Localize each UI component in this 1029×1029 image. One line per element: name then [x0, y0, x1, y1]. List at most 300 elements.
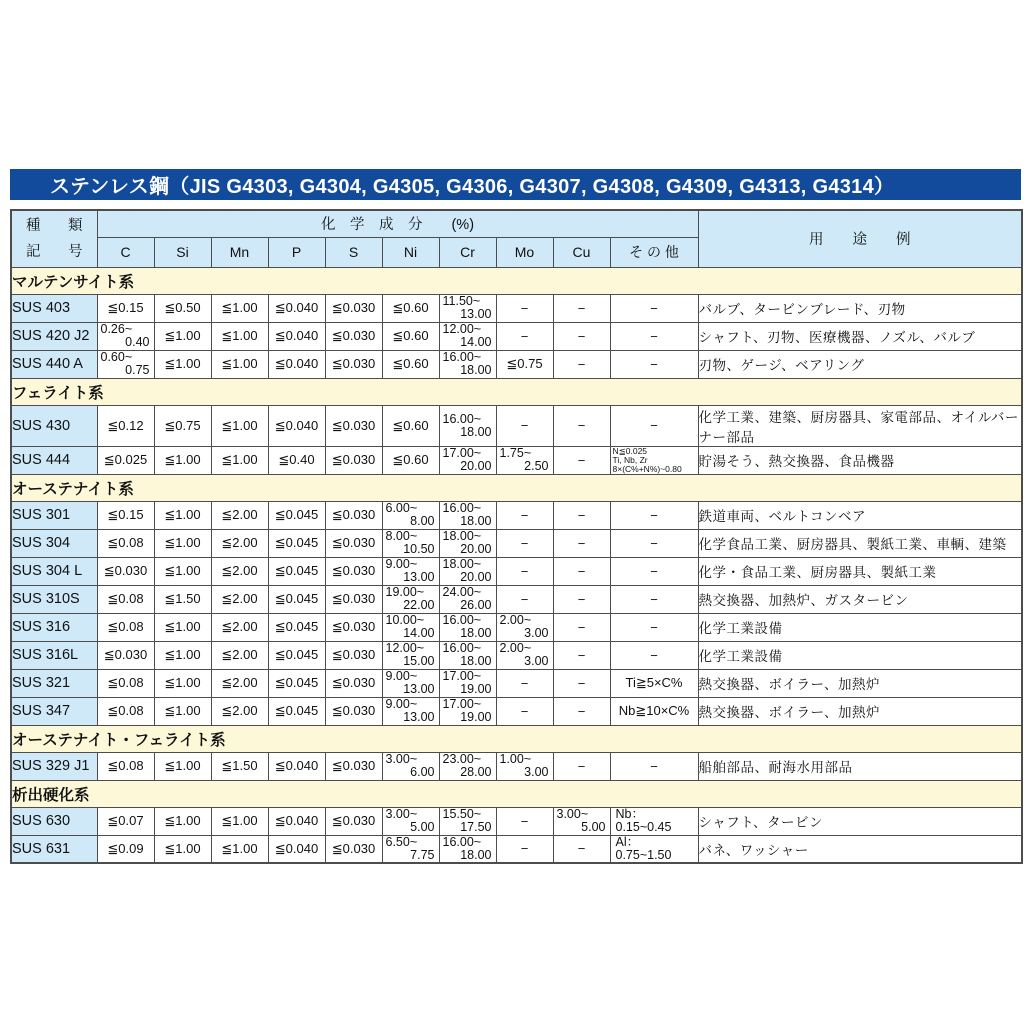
composition-cell: ≦0.040	[268, 294, 325, 322]
table-row	[11, 585, 1022, 613]
composition-cell: ≦0.030	[325, 405, 382, 446]
range-min: 8.00~	[385, 529, 418, 543]
composition-cell: ≦1.00	[154, 350, 211, 378]
range-min: 6.00~	[385, 501, 418, 515]
range-max: 18.00	[460, 363, 492, 377]
composition-cell: ≦0.045	[268, 669, 325, 697]
composition-cell: ≦0.08	[97, 752, 154, 780]
table-row	[11, 752, 1022, 780]
composition-cell: ≦0.60	[382, 446, 439, 474]
composition-cell: ≦1.00	[154, 807, 211, 835]
range-max: 10.50	[403, 542, 435, 556]
composition-cell: ≦0.030	[325, 752, 382, 780]
composition-cell: ≦0.040	[268, 752, 325, 780]
grade-code: SUS 316	[11, 613, 97, 641]
table-row	[11, 446, 1022, 474]
composition-range-cell	[439, 322, 496, 350]
range-max: 20.00	[460, 570, 492, 584]
composition-cell: ≦2.00	[211, 613, 268, 641]
composition-cell: ≦0.030	[325, 322, 382, 350]
range-min: 12.00~	[442, 322, 482, 336]
table-row	[11, 835, 1022, 863]
range-min: 18.00~	[442, 529, 482, 543]
grade-header-line2	[12, 239, 97, 265]
composition-cell: −	[496, 322, 553, 350]
use-cell: 船舶部品、耐海水用部品	[698, 752, 1022, 780]
composition-cell: ≦2.00	[211, 529, 268, 557]
composition-cell: ≦1.00	[154, 835, 211, 863]
range-max: 13.00	[403, 710, 435, 724]
composition-cell: ≦2.00	[211, 585, 268, 613]
composition-range-cell	[97, 322, 154, 350]
composition-cell: −	[553, 613, 610, 641]
grade-header-line1	[12, 213, 97, 239]
composition-cell: −	[610, 350, 698, 378]
composition-cell: ≦1.00	[154, 669, 211, 697]
range-max: 20.00	[460, 459, 492, 473]
grade-code: SUS 316L	[11, 641, 97, 669]
composition-range-cell	[439, 697, 496, 725]
composition-cell: ≦0.75	[154, 405, 211, 446]
section-header: フェライト系	[11, 378, 1022, 405]
range-max: 22.00	[403, 598, 435, 612]
range-max: 28.00	[460, 765, 492, 779]
composition-range-cell	[382, 529, 439, 557]
composition-cell: ≦0.60	[382, 322, 439, 350]
composition-range-cell	[439, 446, 496, 474]
range-max: 14.00	[403, 626, 435, 640]
range-min: 3.00~	[385, 752, 418, 766]
range-max: 18.00	[460, 847, 492, 862]
grade-code: SUS 631	[11, 835, 97, 863]
composition-cell: ≦0.045	[268, 613, 325, 641]
composition-cell: ≦0.15	[97, 294, 154, 322]
composition-cell: −	[553, 294, 610, 322]
composition-cell: −	[553, 835, 610, 863]
composition-range-cell	[439, 585, 496, 613]
column-header-cu: Cu	[553, 237, 610, 267]
composition-cell: ≦1.00	[154, 501, 211, 529]
composition-cell: ≦0.030	[325, 350, 382, 378]
composition-range-cell	[382, 585, 439, 613]
composition-cell: −	[553, 585, 610, 613]
composition-cell: −	[496, 669, 553, 697]
range-max: 26.00	[460, 598, 492, 612]
column-header-mn: Mn	[211, 237, 268, 267]
range-min: 9.00~	[385, 669, 418, 683]
composition-cell: ≦0.08	[97, 697, 154, 725]
composition-cell: ≦1.00	[211, 322, 268, 350]
composition-range-cell	[97, 350, 154, 378]
composition-cell: ≦2.00	[211, 557, 268, 585]
use-cell: 化学工業設備	[698, 641, 1022, 669]
column-header-chemistry: 化 学 成 分 (%)	[97, 210, 698, 237]
grade-header-char: 類	[68, 217, 83, 234]
composition-cell: Ti≧5×C%	[610, 669, 698, 697]
range-max: 7.75	[410, 847, 435, 862]
note-line: 8×(C%+N%)~0.80	[612, 463, 682, 474]
use-cell: バルブ、タービンブレード、刃物	[698, 294, 1022, 322]
other-line: 0.75~1.50	[615, 847, 672, 862]
composition-cell: ≦0.60	[382, 294, 439, 322]
composition-cell: ≦0.40	[268, 446, 325, 474]
range-max: 0.75	[125, 363, 150, 377]
use-cell: シャフト、タービン	[698, 807, 1022, 835]
composition-cell: −	[610, 752, 698, 780]
composition-cell: ≦0.08	[97, 529, 154, 557]
table-row	[11, 322, 1022, 350]
use-cell: 化学・食品工業、厨房器具、製紙工業	[698, 557, 1022, 585]
composition-cell: ≦0.045	[268, 529, 325, 557]
range-max: 5.00	[410, 820, 435, 834]
composition-note-cell	[610, 446, 698, 474]
composition-range-cell	[382, 697, 439, 725]
composition-cell: ≦0.08	[97, 585, 154, 613]
composition-other-cell	[610, 835, 698, 863]
section-header: マルテンサイト系	[11, 267, 1022, 294]
grade-code: SUS 430	[11, 405, 97, 446]
table-body	[11, 267, 1022, 863]
composition-cell: ≦0.15	[97, 501, 154, 529]
grade-code: SUS 347	[11, 697, 97, 725]
table-header	[11, 210, 1022, 267]
column-header-other: そ の 他	[610, 237, 698, 267]
composition-cell: ≦1.00	[211, 405, 268, 446]
use-cell: 化学工業、建築、厨房器具、家電部品、オイルバーナー部品	[698, 405, 1022, 446]
composition-range-cell	[439, 529, 496, 557]
grade-header-char: 種	[26, 217, 41, 234]
composition-cell: −	[496, 697, 553, 725]
composition-cell: −	[496, 405, 553, 446]
use-cell: 熱交換器、ボイラー、加熱炉	[698, 697, 1022, 725]
range-max: 13.00	[403, 682, 435, 696]
composition-cell: −	[553, 697, 610, 725]
composition-cell: ≦0.08	[97, 613, 154, 641]
composition-cell: ≦1.00	[211, 835, 268, 863]
composition-range-cell	[382, 752, 439, 780]
composition-cell: −	[496, 835, 553, 863]
range-max: 18.00	[460, 424, 492, 439]
table-row	[11, 807, 1022, 835]
composition-range-cell	[496, 613, 553, 641]
grade-code: SUS 301	[11, 501, 97, 529]
composition-cell: −	[610, 641, 698, 669]
composition-cell: −	[610, 585, 698, 613]
composition-cell: ≦0.025	[97, 446, 154, 474]
composition-cell: ≦2.00	[211, 697, 268, 725]
composition-cell: −	[553, 557, 610, 585]
column-header-mo: Mo	[496, 237, 553, 267]
composition-cell: ≦0.030	[325, 585, 382, 613]
use-cell: バネ、ワッシャー	[698, 835, 1022, 863]
composition-cell: ≦0.09	[97, 835, 154, 863]
other-line: Al：	[615, 834, 640, 849]
use-cell: 鉄道車両、ベルトコンベア	[698, 501, 1022, 529]
column-header-si: Si	[154, 237, 211, 267]
range-min: 16.00~	[442, 501, 482, 515]
page-content	[10, 169, 1021, 864]
composition-cell: ≦2.00	[211, 669, 268, 697]
range-max: 19.00	[460, 682, 492, 696]
composition-cell: ≦0.040	[268, 835, 325, 863]
range-max: 8.00	[410, 514, 435, 528]
column-header-s: S	[325, 237, 382, 267]
stainless-steel-table	[10, 209, 1023, 864]
composition-cell: Nb≧10×C%	[610, 697, 698, 725]
section-row	[11, 267, 1022, 294]
page-title	[10, 169, 1021, 200]
composition-range-cell	[382, 501, 439, 529]
composition-cell: ≦1.00	[154, 641, 211, 669]
composition-range-cell	[496, 641, 553, 669]
composition-cell: ≦2.00	[211, 501, 268, 529]
composition-cell: ≦1.00	[154, 322, 211, 350]
range-min: 2.00~	[499, 641, 532, 655]
composition-cell: ≦1.00	[154, 557, 211, 585]
table-row	[11, 294, 1022, 322]
composition-cell: ≦0.040	[268, 322, 325, 350]
section-row	[11, 780, 1022, 807]
grade-code: SUS 310S	[11, 585, 97, 613]
composition-cell: ≦2.00	[211, 641, 268, 669]
range-max: 13.00	[460, 307, 492, 321]
section-row	[11, 725, 1022, 752]
range-min: 16.00~	[442, 641, 482, 655]
composition-cell: ≦0.030	[325, 697, 382, 725]
range-max: 18.00	[460, 514, 492, 528]
composition-range-cell	[382, 613, 439, 641]
range-min: 16.00~	[442, 350, 482, 364]
composition-cell: ≦0.030	[97, 641, 154, 669]
composition-cell: −	[610, 501, 698, 529]
table-row	[11, 557, 1022, 585]
grade-header-char: 記	[26, 243, 41, 260]
composition-range-cell	[439, 501, 496, 529]
section-row	[11, 474, 1022, 501]
composition-cell: −	[610, 405, 698, 446]
column-header-ni: Ni	[382, 237, 439, 267]
composition-cell: ≦0.045	[268, 641, 325, 669]
composition-range-cell	[553, 807, 610, 835]
composition-cell: ≦1.00	[154, 697, 211, 725]
composition-cell: ≦1.00	[211, 807, 268, 835]
composition-cell: −	[610, 529, 698, 557]
column-header-p: P	[268, 237, 325, 267]
composition-cell: ≦0.030	[325, 669, 382, 697]
composition-cell: −	[553, 350, 610, 378]
range-max: 3.00	[524, 654, 549, 668]
composition-cell: ≦1.00	[154, 529, 211, 557]
composition-range-cell	[439, 807, 496, 835]
range-max: 0.40	[125, 335, 150, 349]
table-row	[11, 697, 1022, 725]
use-cell: 化学工業設備	[698, 613, 1022, 641]
composition-range-cell	[439, 613, 496, 641]
use-cell: 化学食品工業、厨房器具、製紙工業、車輌、建築	[698, 529, 1022, 557]
range-min: 19.00~	[385, 585, 425, 599]
composition-cell: −	[553, 322, 610, 350]
composition-cell: −	[496, 529, 553, 557]
table-row	[11, 641, 1022, 669]
composition-cell: −	[553, 501, 610, 529]
composition-range-cell	[496, 446, 553, 474]
use-cell: シャフト、刃物、医療機器、ノズル、バルブ	[698, 322, 1022, 350]
table-row	[11, 613, 1022, 641]
composition-cell: ≦0.030	[325, 294, 382, 322]
composition-cell: ≦1.00	[211, 350, 268, 378]
grade-code: SUS 321	[11, 669, 97, 697]
range-min: 2.00~	[499, 613, 532, 627]
table-row	[11, 529, 1022, 557]
range-min: 15.50~	[442, 807, 482, 821]
range-max: 18.00	[460, 654, 492, 668]
composition-cell: ≦1.00	[211, 446, 268, 474]
composition-cell: ≦0.030	[325, 835, 382, 863]
composition-cell: ≦0.030	[325, 807, 382, 835]
use-cell: 熱交換器、加熱炉、ガスタービン	[698, 585, 1022, 613]
composition-cell: ≦1.00	[154, 752, 211, 780]
range-min: 1.75~	[499, 446, 532, 460]
range-min: 6.50~	[385, 834, 418, 849]
composition-cell: −	[610, 557, 698, 585]
composition-cell: ≦0.045	[268, 585, 325, 613]
composition-cell: ≦1.50	[154, 585, 211, 613]
grade-code: SUS 329 J1	[11, 752, 97, 780]
table-row	[11, 669, 1022, 697]
composition-other-cell	[610, 807, 698, 835]
composition-cell: ≦1.00	[154, 446, 211, 474]
composition-range-cell	[382, 669, 439, 697]
range-min: 3.00~	[556, 807, 589, 821]
range-min: 17.00~	[442, 446, 482, 460]
composition-cell: −	[496, 557, 553, 585]
composition-cell: ≦0.75	[496, 350, 553, 378]
composition-cell: ≦0.030	[325, 501, 382, 529]
range-max: 18.00	[460, 626, 492, 640]
note-line: N≦0.025	[612, 445, 648, 456]
composition-cell: ≦0.030	[325, 641, 382, 669]
range-min: 24.00~	[442, 585, 482, 599]
composition-cell: −	[553, 405, 610, 446]
range-min: 17.00~	[442, 669, 482, 683]
range-min: 18.00~	[442, 557, 482, 571]
range-max: 13.00	[403, 570, 435, 584]
composition-cell: ≦0.030	[97, 557, 154, 585]
range-min: 11.50~	[442, 294, 481, 308]
composition-range-cell	[439, 350, 496, 378]
section-header: 析出硬化系	[11, 780, 1022, 807]
composition-range-cell	[382, 835, 439, 863]
column-header-grade	[11, 210, 97, 267]
range-min: 23.00~	[442, 752, 482, 766]
composition-cell: −	[496, 807, 553, 835]
range-min: 10.00~	[385, 613, 425, 627]
grade-code: SUS 304	[11, 529, 97, 557]
composition-cell: ≦0.045	[268, 501, 325, 529]
section-header: オーステナイト・フェライト系	[11, 725, 1022, 752]
range-min: 12.00~	[385, 641, 425, 655]
table-row	[11, 501, 1022, 529]
composition-cell: −	[610, 322, 698, 350]
range-max: 14.00	[460, 335, 492, 349]
composition-cell: ≦0.030	[325, 529, 382, 557]
composition-cell: ≦1.00	[154, 613, 211, 641]
composition-range-cell	[496, 752, 553, 780]
composition-cell: ≦0.12	[97, 405, 154, 446]
column-header-c: C	[97, 237, 154, 267]
range-min: 3.00~	[385, 807, 418, 821]
composition-cell: −	[553, 529, 610, 557]
table-row	[11, 405, 1022, 446]
grade-code: SUS 630	[11, 807, 97, 835]
range-max: 17.50	[460, 820, 492, 834]
grade-code: SUS 440 A	[11, 350, 97, 378]
range-min: 0.60~	[100, 350, 133, 364]
column-header-cr: Cr	[439, 237, 496, 267]
range-min: 9.00~	[385, 697, 418, 711]
composition-cell: ≦1.50	[211, 752, 268, 780]
range-max: 20.00	[460, 542, 492, 556]
range-min: 16.00~	[442, 834, 482, 849]
composition-range-cell	[439, 641, 496, 669]
composition-cell: ≦1.00	[211, 294, 268, 322]
composition-cell: −	[553, 669, 610, 697]
range-max: 15.00	[403, 654, 435, 668]
use-cell: 刃物、ゲージ、ベアリング	[698, 350, 1022, 378]
composition-cell: ≦0.045	[268, 697, 325, 725]
grade-code: SUS 403	[11, 294, 97, 322]
composition-cell: ≦0.045	[268, 557, 325, 585]
section-row	[11, 378, 1022, 405]
composition-cell: ≦0.60	[382, 405, 439, 446]
composition-cell: ≦0.030	[325, 613, 382, 641]
composition-cell: ≦0.040	[268, 807, 325, 835]
title-text: ステンレス鋼（JIS G4303, G4304, G4305, G4306, G4307, G4308, G4309, G4313, G4314）	[50, 176, 895, 198]
composition-cell: −	[496, 501, 553, 529]
composition-range-cell	[382, 557, 439, 585]
composition-cell: −	[610, 294, 698, 322]
composition-cell: ≦0.030	[325, 557, 382, 585]
composition-range-cell	[439, 752, 496, 780]
composition-cell: ≦0.08	[97, 669, 154, 697]
composition-cell: −	[553, 752, 610, 780]
other-line: 0.15~0.45	[615, 820, 672, 834]
range-min: 17.00~	[442, 697, 482, 711]
grade-code: SUS 420 J2	[11, 322, 97, 350]
range-min: 0.26~	[100, 322, 133, 336]
composition-cell: ≦0.040	[268, 350, 325, 378]
note-line: Ti, Nb, Zr	[612, 454, 648, 465]
use-cell: 貯湯そう、熱交換器、食品機器	[698, 446, 1022, 474]
range-max: 6.00	[410, 765, 435, 779]
composition-cell: ≦0.040	[268, 405, 325, 446]
composition-range-cell	[439, 835, 496, 863]
table-row	[11, 350, 1022, 378]
use-cell: 熱交換器、ボイラー、加熱炉	[698, 669, 1022, 697]
range-min: 16.00~	[442, 613, 482, 627]
range-max: 2.50	[524, 459, 549, 473]
composition-range-cell	[382, 807, 439, 835]
range-max: 3.00	[524, 626, 549, 640]
grade-header-char: 号	[68, 243, 83, 260]
composition-cell: −	[496, 585, 553, 613]
range-min: 9.00~	[385, 557, 418, 571]
composition-cell: −	[610, 613, 698, 641]
grade-code: SUS 444	[11, 446, 97, 474]
section-header: オーステナイト系	[11, 474, 1022, 501]
range-min: 16.00~	[442, 411, 482, 426]
range-max: 3.00	[524, 765, 549, 779]
